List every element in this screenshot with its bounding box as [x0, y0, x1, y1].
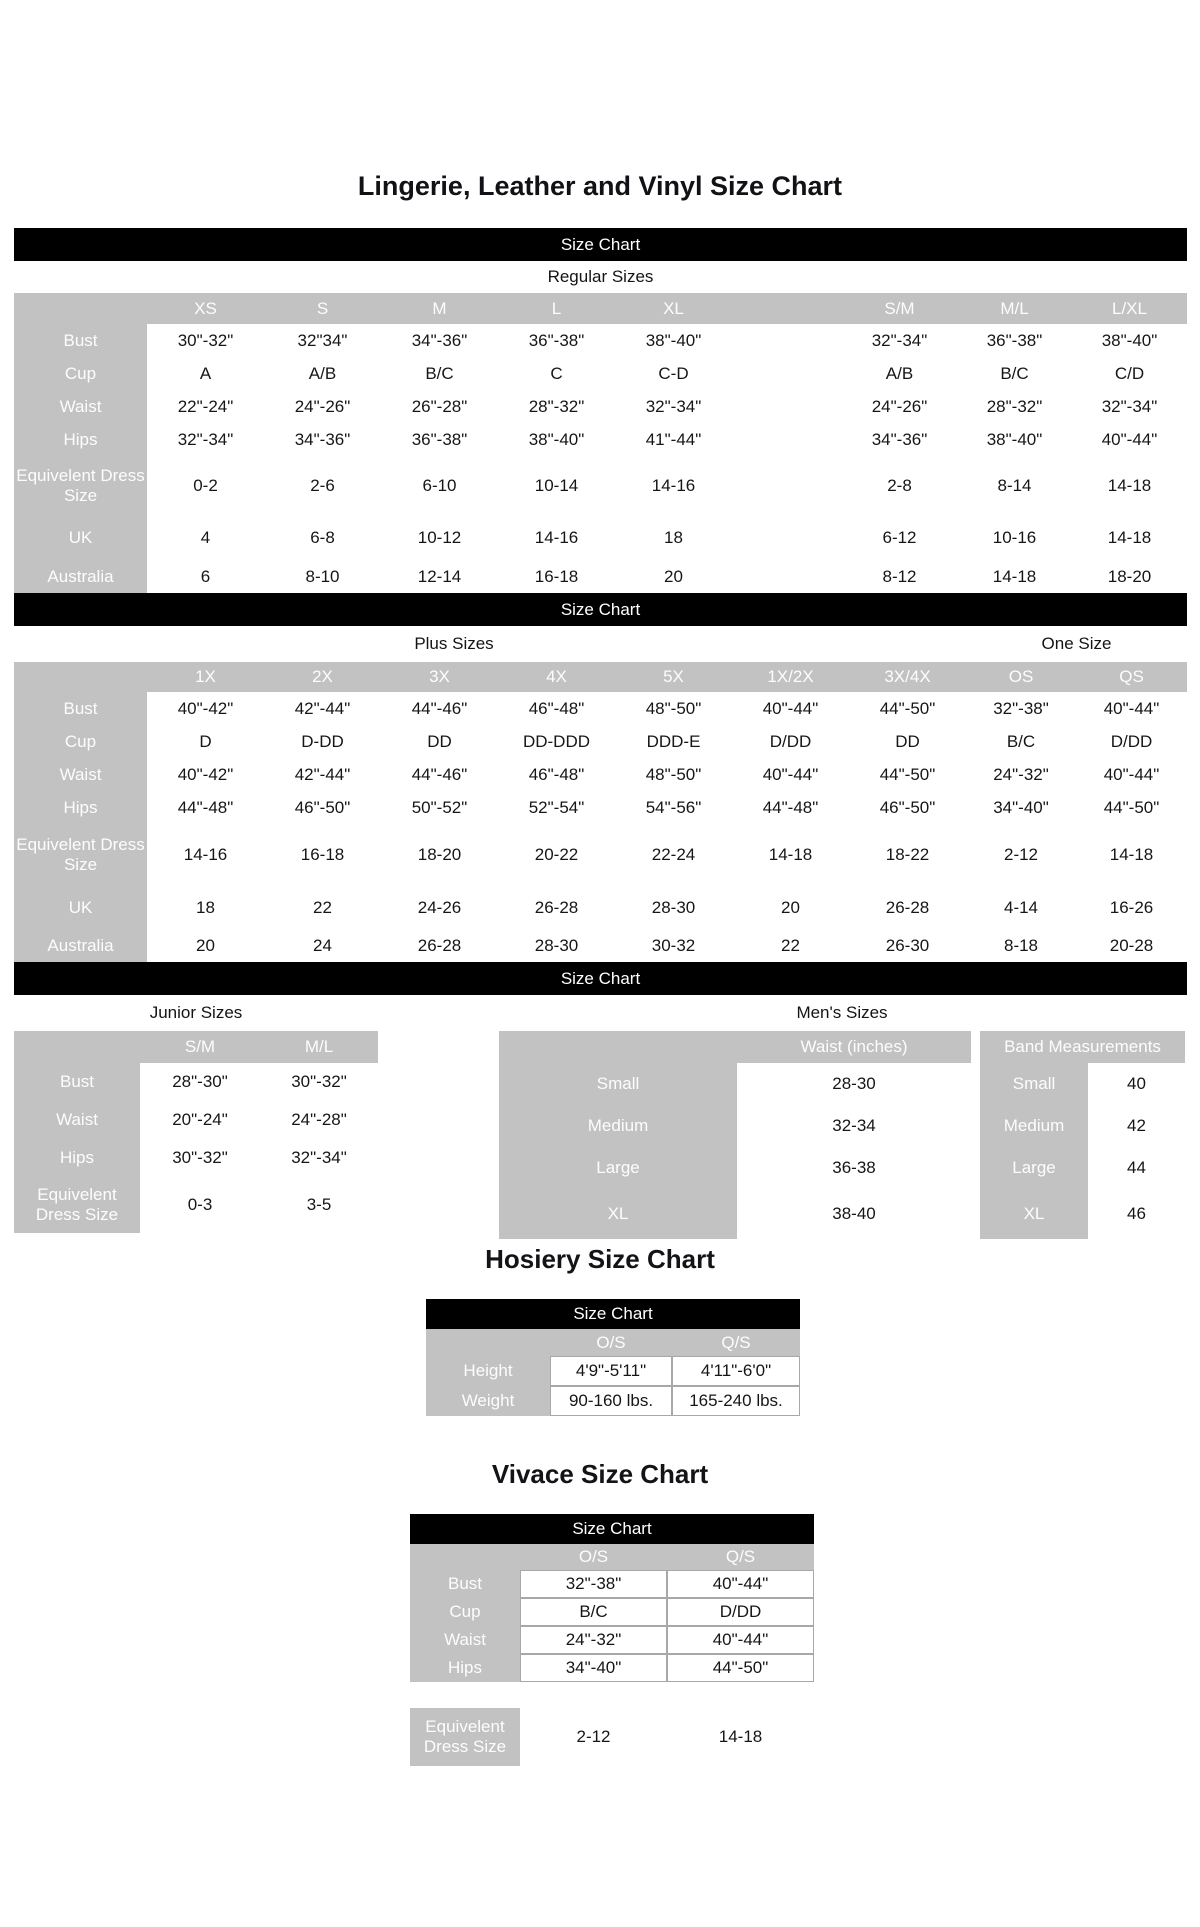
data-cell: 2-12 — [520, 1708, 667, 1766]
header-cell: OS — [966, 662, 1076, 692]
data-cell: 48"-50" — [615, 758, 732, 791]
data-cell: 32"-34" — [615, 390, 732, 423]
data-cell: 44"-46" — [381, 692, 498, 725]
junior-mens-row — [14, 1031, 1187, 1239]
vivace-sizes-table — [410, 1544, 814, 1766]
data-cell: 44 — [1088, 1147, 1185, 1189]
data-cell: 24"-26" — [264, 390, 381, 423]
data-cell: D/DD — [667, 1598, 814, 1626]
data-cell: 20 — [147, 930, 264, 962]
data-cell: D/DD — [732, 725, 849, 758]
size-chart-bar: Size Chart — [14, 962, 1187, 995]
data-cell: 40"-44" — [667, 1570, 814, 1598]
data-cell: 26"-28" — [381, 390, 498, 423]
data-cell: 36"-38" — [381, 423, 498, 456]
data-cell: 38-40 — [737, 1189, 971, 1239]
header-cell: M/L — [260, 1031, 378, 1063]
data-cell: 20"-24" — [140, 1101, 260, 1139]
data-cell: 52"-54" — [498, 791, 615, 824]
data-cell: 36"-38" — [498, 324, 615, 357]
table-row — [14, 886, 1187, 930]
table-row — [14, 456, 1187, 516]
table-row — [14, 824, 1187, 886]
table-row — [980, 1063, 1185, 1105]
data-cell: 24"-26" — [842, 390, 957, 423]
data-cell: 30-32 — [615, 930, 732, 962]
section-label-mens: Men's Sizes — [796, 1003, 888, 1022]
data-cell: 14-16 — [615, 456, 732, 516]
header-cell: Waist (inches) — [737, 1031, 971, 1063]
data-cell: 4 — [147, 516, 264, 560]
hosiery-sizes-table — [426, 1329, 800, 1416]
table-row — [14, 1177, 378, 1233]
mens-sizes-table — [499, 1031, 1185, 1239]
row-label: Hips — [14, 1139, 140, 1177]
section-label-junior: Junior Sizes — [149, 1003, 243, 1022]
data-cell — [732, 516, 842, 560]
junior-sizes-table — [14, 1031, 378, 1233]
data-cell: 22 — [264, 886, 381, 930]
data-cell: 34"-40" — [520, 1654, 667, 1682]
data-cell: 32"34" — [264, 324, 381, 357]
row-label: Bust — [14, 692, 147, 725]
data-cell: 2-8 — [842, 456, 957, 516]
data-cell: 24"-32" — [966, 758, 1076, 791]
table-header-row — [499, 1031, 971, 1063]
data-cell: 42"-44" — [264, 692, 381, 725]
header-cell: 1X/2X — [732, 662, 849, 692]
data-cell: 34"-36" — [381, 324, 498, 357]
data-cell: 20 — [732, 886, 849, 930]
data-cell: 44"-50" — [849, 692, 966, 725]
vivace-chart-section — [410, 1514, 814, 1766]
data-cell: 40"-44" — [667, 1626, 814, 1654]
row-label: Hips — [14, 791, 147, 824]
data-cell: 30"-32" — [260, 1063, 378, 1101]
data-cell: 14-16 — [147, 824, 264, 886]
data-cell: 40 — [1088, 1063, 1185, 1105]
data-cell: 28-30 — [498, 930, 615, 962]
table-row — [499, 1147, 971, 1189]
data-cell: 32"-38" — [966, 692, 1076, 725]
junior-mens-section-labels — [14, 995, 1187, 1031]
vivace-title: Vivace Size Chart — [491, 1459, 709, 1489]
page-title: Lingerie, Leather and Vinyl Size Chart — [357, 171, 843, 201]
data-cell: 44"-50" — [849, 758, 966, 791]
data-cell — [732, 324, 842, 357]
data-cell — [732, 390, 842, 423]
data-cell: D-DD — [264, 725, 381, 758]
header-cell — [499, 1031, 737, 1063]
data-cell: 10-12 — [381, 516, 498, 560]
data-cell: 22-24 — [615, 824, 732, 886]
size-chart-bar: Size Chart — [14, 593, 1187, 626]
data-cell: 3-5 — [260, 1177, 378, 1233]
data-cell: 28"-32" — [498, 390, 615, 423]
size-chart-bar: Size Chart — [410, 1514, 814, 1544]
header-cell: L/XL — [1072, 293, 1187, 324]
data-cell: 40"-42" — [147, 758, 264, 791]
header-cell — [426, 1329, 550, 1356]
data-cell: A/B — [264, 357, 381, 390]
row-label: Equivelent Dress Size — [14, 1177, 140, 1233]
header-cell: 3X/4X — [849, 662, 966, 692]
table-row — [14, 725, 1187, 758]
header-cell: S — [264, 293, 381, 324]
data-cell: 16-18 — [498, 560, 615, 593]
row-label: Cup — [14, 357, 147, 390]
data-cell: 38"-40" — [615, 324, 732, 357]
section-label-one-size: One Size — [1041, 634, 1112, 653]
data-cell: B/C — [957, 357, 1072, 390]
spacer-row — [410, 1682, 814, 1708]
data-cell: 165-240 lbs. — [672, 1386, 800, 1416]
data-cell: D — [147, 725, 264, 758]
data-cell: 44"-50" — [1076, 791, 1187, 824]
header-cell: 2X — [264, 662, 381, 692]
data-cell: 24-26 — [381, 886, 498, 930]
data-cell: 14-16 — [498, 516, 615, 560]
table-row — [499, 1105, 971, 1147]
data-cell: 32"-34" — [260, 1139, 378, 1177]
table-row — [14, 357, 1187, 390]
row-label: Waist — [14, 390, 147, 423]
size-chart-bar: Size Chart — [426, 1299, 800, 1329]
data-cell: 48"-50" — [615, 692, 732, 725]
row-label: Bust — [14, 1063, 140, 1101]
mens-band-table — [980, 1031, 1185, 1239]
data-cell: 14-18 — [1076, 824, 1187, 886]
table-row — [426, 1356, 800, 1386]
header-cell — [14, 1031, 140, 1063]
data-cell: 22"-24" — [147, 390, 264, 423]
table-row — [14, 692, 1187, 725]
data-cell: B/C — [381, 357, 498, 390]
table-row — [14, 1101, 378, 1139]
data-cell: 8-10 — [264, 560, 381, 593]
table-row — [410, 1626, 814, 1654]
header-cell: 1X — [147, 662, 264, 692]
row-label: Large — [980, 1147, 1088, 1189]
table-row — [14, 560, 1187, 593]
table-row — [410, 1598, 814, 1626]
header-cell: Q/S — [672, 1329, 800, 1356]
data-cell: 30"-32" — [147, 324, 264, 357]
row-label: Small — [499, 1063, 737, 1105]
table-row — [980, 1147, 1185, 1189]
section-label-regular: Regular Sizes — [547, 267, 654, 286]
header-cell: QS — [1076, 662, 1187, 692]
data-cell: 0-2 — [147, 456, 264, 516]
row-label: Cup — [410, 1598, 520, 1626]
row-label: XL — [980, 1189, 1088, 1239]
data-cell: 44"-48" — [147, 791, 264, 824]
data-cell: 40"-44" — [732, 692, 849, 725]
hosiery-chart-section — [426, 1299, 800, 1416]
data-cell: 14-18 — [732, 824, 849, 886]
data-cell: 2-6 — [264, 456, 381, 516]
data-cell: 38"-40" — [1072, 324, 1187, 357]
data-cell: 26-28 — [498, 886, 615, 930]
header-cell — [732, 293, 842, 324]
data-cell: 28-30 — [737, 1063, 971, 1105]
data-cell: 26-28 — [381, 930, 498, 962]
data-cell: 44"-46" — [381, 758, 498, 791]
data-cell: 22 — [732, 930, 849, 962]
table-header-row — [426, 1329, 800, 1356]
data-cell: 24"-32" — [520, 1626, 667, 1654]
data-cell: 32-34 — [737, 1105, 971, 1147]
data-cell: 46"-50" — [264, 791, 381, 824]
data-cell: 4-14 — [966, 886, 1076, 930]
data-cell: 28"-30" — [140, 1063, 260, 1101]
data-cell: 32"-34" — [147, 423, 264, 456]
table-row — [14, 930, 1187, 962]
data-cell: 6-10 — [381, 456, 498, 516]
data-cell: 20-28 — [1076, 930, 1187, 962]
data-cell: DDD-E — [615, 725, 732, 758]
data-cell: 18-20 — [381, 824, 498, 886]
data-cell: 40"-42" — [147, 692, 264, 725]
lingerie-chart-section — [14, 228, 1187, 1239]
row-label: Waist — [14, 758, 147, 791]
data-cell: 14-18 — [1072, 456, 1187, 516]
row-label: Medium — [499, 1105, 737, 1147]
data-cell: DD — [381, 725, 498, 758]
table-header-row — [14, 293, 1187, 324]
data-cell: 40"-44" — [1076, 692, 1187, 725]
table-row — [410, 1708, 814, 1766]
row-label: Height — [426, 1356, 550, 1386]
data-cell: 10-14 — [498, 456, 615, 516]
row-label: Small — [980, 1063, 1088, 1105]
data-cell: 50"-52" — [381, 791, 498, 824]
data-cell: 32"-34" — [1072, 390, 1187, 423]
data-cell: 14-18 — [667, 1708, 814, 1766]
data-cell: C-D — [615, 357, 732, 390]
data-cell: 41"-44" — [615, 423, 732, 456]
mens-waist-table — [499, 1031, 971, 1239]
row-label: Australia — [14, 560, 147, 593]
row-label: Equivelent Dress Size — [410, 1708, 520, 1766]
header-cell: O/S — [550, 1329, 672, 1356]
data-cell: C — [498, 357, 615, 390]
data-cell: 34"-36" — [842, 423, 957, 456]
data-cell: 32"-34" — [842, 324, 957, 357]
data-cell: 32"-38" — [520, 1570, 667, 1598]
row-label: Waist — [410, 1626, 520, 1654]
data-cell: 44"-50" — [667, 1654, 814, 1682]
data-cell: 14-18 — [957, 560, 1072, 593]
header-cell: M — [381, 293, 498, 324]
table-row — [980, 1189, 1185, 1239]
data-cell: 44"-48" — [732, 791, 849, 824]
data-cell: 18-20 — [1072, 560, 1187, 593]
header-cell: 4X — [498, 662, 615, 692]
data-cell: 14-18 — [1072, 516, 1187, 560]
data-cell: 18 — [615, 516, 732, 560]
data-cell: 20 — [615, 560, 732, 593]
data-cell: B/C — [520, 1598, 667, 1626]
header-cell — [14, 293, 147, 324]
data-cell: 46"-48" — [498, 692, 615, 725]
row-label: Bust — [14, 324, 147, 357]
data-cell: 4'9"-5'11" — [550, 1356, 672, 1386]
regular-sizes-table — [14, 293, 1187, 593]
table-header-row — [410, 1544, 814, 1570]
plus-sizes-table — [14, 662, 1187, 962]
table-row — [499, 1189, 971, 1239]
data-cell: 36-38 — [737, 1147, 971, 1189]
table-row — [14, 758, 1187, 791]
data-cell: 46"-48" — [498, 758, 615, 791]
header-cell — [14, 662, 147, 692]
table-row — [410, 1654, 814, 1682]
table-row — [14, 1063, 378, 1101]
row-label: Bust — [410, 1570, 520, 1598]
data-cell: 24"-28" — [260, 1101, 378, 1139]
data-cell: 16-18 — [264, 824, 381, 886]
size-chart-bar: Size Chart — [14, 228, 1187, 261]
plus-section-labels — [14, 626, 1187, 662]
row-label: UK — [14, 886, 147, 930]
row-label: Hips — [410, 1654, 520, 1682]
row-label: UK — [14, 516, 147, 560]
header-cell: XL — [615, 293, 732, 324]
header-cell: 3X — [381, 662, 498, 692]
data-cell: 10-16 — [957, 516, 1072, 560]
data-cell: 46"-50" — [849, 791, 966, 824]
header-cell — [410, 1544, 520, 1570]
data-cell: 6-8 — [264, 516, 381, 560]
table-row — [14, 1139, 378, 1177]
data-cell: 0-3 — [140, 1177, 260, 1233]
table-row — [426, 1386, 800, 1416]
data-cell: 8-14 — [957, 456, 1072, 516]
row-label: Cup — [14, 725, 147, 758]
data-cell: 42"-44" — [264, 758, 381, 791]
data-cell: 30"-32" — [140, 1139, 260, 1177]
row-label: Australia — [14, 930, 147, 962]
data-cell: 42 — [1088, 1105, 1185, 1147]
header-cell: Q/S — [667, 1544, 814, 1570]
data-cell — [732, 560, 842, 593]
table-row — [14, 516, 1187, 560]
data-cell: 12-14 — [381, 560, 498, 593]
table-row — [14, 791, 1187, 824]
table-header-row — [14, 662, 1187, 692]
data-cell: 34"-40" — [966, 791, 1076, 824]
table-row — [14, 324, 1187, 357]
data-cell — [732, 357, 842, 390]
header-cell: XS — [147, 293, 264, 324]
data-cell: 24 — [264, 930, 381, 962]
table-row — [14, 390, 1187, 423]
row-label: Weight — [426, 1386, 550, 1416]
header-cell: L — [498, 293, 615, 324]
section-label-plus: Plus Sizes — [414, 634, 494, 653]
row-label: Medium — [980, 1105, 1088, 1147]
header-cell: S/M — [842, 293, 957, 324]
data-cell: A/B — [842, 357, 957, 390]
data-cell: 8-12 — [842, 560, 957, 593]
data-cell: 38"-40" — [957, 423, 1072, 456]
data-cell: 28-30 — [615, 886, 732, 930]
table-header-row — [980, 1031, 1185, 1063]
data-cell: 46 — [1088, 1189, 1185, 1239]
data-cell: DD — [849, 725, 966, 758]
data-cell: 38"-40" — [498, 423, 615, 456]
table-header-row — [14, 1031, 378, 1063]
data-cell: 40"-44" — [1072, 423, 1187, 456]
data-cell: 4'11"-6'0" — [672, 1356, 800, 1386]
table-row — [14, 423, 1187, 456]
data-cell: 90-160 lbs. — [550, 1386, 672, 1416]
data-cell: A — [147, 357, 264, 390]
mens-table-gap — [971, 1031, 980, 1239]
row-label: XL — [499, 1189, 737, 1239]
data-cell: 34"-36" — [264, 423, 381, 456]
data-cell — [732, 423, 842, 456]
data-cell: 2-12 — [966, 824, 1076, 886]
data-cell: 40"-44" — [732, 758, 849, 791]
data-cell: 26-28 — [849, 886, 966, 930]
data-cell: 18-22 — [849, 824, 966, 886]
row-label: Equivelent Dress Size — [14, 456, 147, 516]
data-cell: 40"-44" — [1076, 758, 1187, 791]
row-label: Hips — [14, 423, 147, 456]
header-cell: 5X — [615, 662, 732, 692]
table-row — [499, 1063, 971, 1105]
row-label: Equivelent Dress Size — [14, 824, 147, 886]
header-cell: M/L — [957, 293, 1072, 324]
data-cell: 20-22 — [498, 824, 615, 886]
data-cell: D/DD — [1076, 725, 1187, 758]
data-cell: 8-18 — [966, 930, 1076, 962]
data-cell: 6-12 — [842, 516, 957, 560]
data-cell: 36"-38" — [957, 324, 1072, 357]
data-cell: 28"-32" — [957, 390, 1072, 423]
header-cell: S/M — [140, 1031, 260, 1063]
data-cell: DD-DDD — [498, 725, 615, 758]
data-cell: C/D — [1072, 357, 1187, 390]
data-cell: 16-26 — [1076, 886, 1187, 930]
hosiery-title: Hosiery Size Chart — [485, 1244, 715, 1274]
table-row — [410, 1570, 814, 1598]
row-label: Large — [499, 1147, 737, 1189]
header-cell: Band Measurements — [980, 1031, 1185, 1063]
table-row — [980, 1105, 1185, 1147]
data-cell: 18 — [147, 886, 264, 930]
header-cell: O/S — [520, 1544, 667, 1570]
data-cell — [732, 456, 842, 516]
row-label: Waist — [14, 1101, 140, 1139]
data-cell: B/C — [966, 725, 1076, 758]
data-cell: 26-30 — [849, 930, 966, 962]
data-cell: 54"-56" — [615, 791, 732, 824]
data-cell: 6 — [147, 560, 264, 593]
